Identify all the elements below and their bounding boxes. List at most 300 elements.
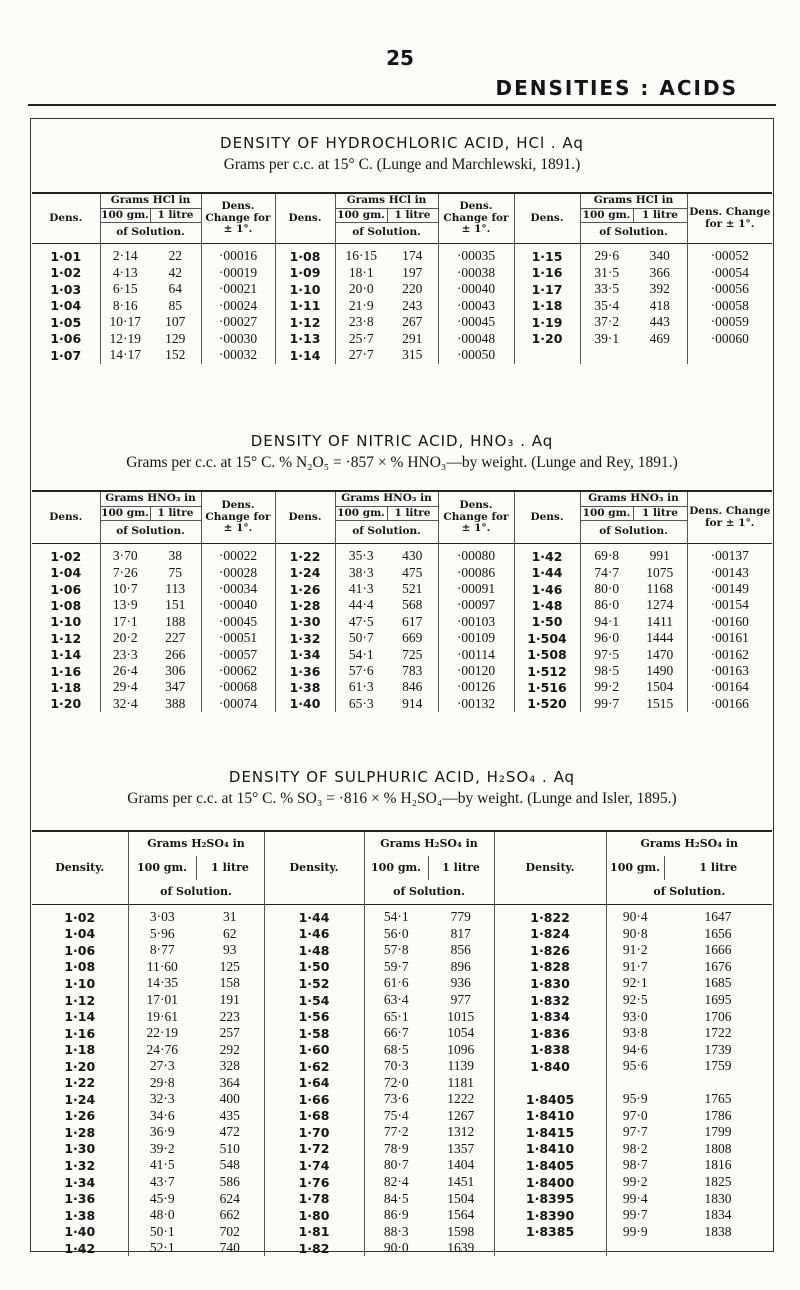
table-cell: 1·02 <box>32 905 128 926</box>
running-head: DENSITIES : ACIDS <box>495 76 738 100</box>
table-cell: 65·1 <box>383 1008 409 1024</box>
table-cell: 191 <box>196 992 264 1009</box>
table-cell: 1639 <box>428 1240 494 1257</box>
table-cell: 5·96 <box>149 925 175 941</box>
table-row <box>32 281 772 298</box>
table-cell: 475 <box>387 564 438 580</box>
table-cell: 38 <box>150 544 201 565</box>
table-cell: 95·9 <box>622 1091 648 1107</box>
table-cell: 1·08 <box>32 959 128 976</box>
table-cell: 1490 <box>633 663 687 679</box>
table-cell: 44·4 <box>348 597 374 613</box>
table-cell: 93·8 <box>622 1025 648 1041</box>
table-cell: 32·3 <box>149 1091 175 1107</box>
table-row <box>32 244 772 265</box>
hno3-section <box>32 432 772 472</box>
table-cell: 1·30 <box>32 1141 128 1158</box>
table-cell: ·00051 <box>201 630 275 646</box>
table-cell: ·00040 <box>438 281 514 298</box>
table-cell: 85 <box>150 298 201 315</box>
table-row <box>32 614 772 630</box>
col-solution: of Solution. <box>100 223 201 244</box>
table-cell: ·00054 <box>710 264 749 280</box>
table-cell: 725 <box>387 646 438 662</box>
col-dens: Dens. <box>514 193 580 244</box>
table-cell: 1·8410 <box>494 1141 606 1158</box>
table-cell: 35·3 <box>348 548 374 564</box>
table-row <box>32 992 772 1009</box>
col-dens: Dens. <box>514 491 580 544</box>
h2so4-body <box>32 905 772 1257</box>
table-cell: ·00032 <box>201 347 275 364</box>
col-grams: Grams HCl in <box>335 193 438 208</box>
table-cell: 1·830 <box>494 975 606 992</box>
table-cell: 1·13 <box>275 331 335 348</box>
table-row <box>32 679 772 695</box>
table-cell: 1·42 <box>514 544 580 565</box>
table-cell: 98·7 <box>622 1157 648 1173</box>
table-cell: 74·7 <box>594 564 620 580</box>
table-cell: 1·64 <box>264 1074 364 1091</box>
table-cell: 1·18 <box>32 1041 128 1058</box>
table-cell: 20·0 <box>348 281 374 297</box>
table-cell: 1·06 <box>32 942 128 959</box>
table-cell: 1181 <box>428 1074 494 1091</box>
table-cell: 1·38 <box>32 1207 128 1224</box>
table-cell: 99·7 <box>594 695 620 711</box>
table-cell: 1·62 <box>264 1058 364 1075</box>
col-change: Dens. Change for ± 1°. <box>689 206 771 230</box>
table-cell: 1·54 <box>264 992 364 1009</box>
table-cell: 1·826 <box>494 942 606 959</box>
table-cell: 75·4 <box>383 1107 409 1123</box>
table-cell: 26·4 <box>112 663 138 679</box>
table-cell: 306 <box>150 663 201 679</box>
table-row <box>32 544 772 565</box>
table-cell: ·00103 <box>438 614 514 630</box>
table-cell: 435 <box>196 1108 264 1125</box>
col-litre: 1 litre <box>428 856 494 880</box>
table-cell: 94·6 <box>622 1041 648 1057</box>
table-cell: 418 <box>633 298 687 315</box>
table-cell: 1·14 <box>275 347 335 364</box>
table-cell: 1·8405 <box>494 1157 606 1174</box>
table-cell: 1676 <box>704 958 732 974</box>
table-cell: 86·0 <box>594 597 620 613</box>
table-cell: 779 <box>428 905 494 926</box>
table-row <box>32 1223 772 1240</box>
table-cell: 1·828 <box>494 959 606 976</box>
table-cell: 1656 <box>704 925 732 941</box>
hno3-table <box>32 490 772 712</box>
col-100gm: 100 gm. <box>335 208 387 223</box>
table-cell: 10·7 <box>112 581 138 597</box>
table-cell: 24·76 <box>146 1041 178 1057</box>
table-cell <box>580 347 633 364</box>
table-cell: ·00062 <box>201 663 275 679</box>
table-cell: 443 <box>633 314 687 331</box>
table-cell: 1·04 <box>32 564 100 580</box>
table-cell: 18·1 <box>348 264 374 280</box>
table-cell: ·00149 <box>710 581 749 597</box>
table-cell: 1·10 <box>32 614 100 630</box>
table-cell: 29·6 <box>594 248 620 264</box>
table-cell: 17·01 <box>146 992 178 1007</box>
table-cell: 1·56 <box>264 1008 364 1025</box>
table-cell: 1564 <box>428 1207 494 1224</box>
table-cell: 1·10 <box>32 975 128 992</box>
table-cell: 64 <box>150 281 201 298</box>
table-cell: 977 <box>428 992 494 1009</box>
table-cell: 1·36 <box>275 663 335 679</box>
col-grams: Grams HCl in <box>100 193 201 208</box>
col-litre: 1 litre <box>196 856 264 880</box>
table-cell: 27·3 <box>149 1058 175 1074</box>
table-cell: 97·5 <box>594 646 620 662</box>
table-cell: 347 <box>150 679 201 695</box>
table-cell: 31·5 <box>594 264 620 280</box>
table-cell: 73·6 <box>383 1091 409 1107</box>
table-cell: 1·836 <box>494 1025 606 1042</box>
h2so4-header <box>32 831 772 905</box>
table-cell: 1·48 <box>264 942 364 959</box>
table-cell: ·00027 <box>201 314 275 331</box>
table-cell: 1830 <box>704 1190 732 1206</box>
table-cell: 68·5 <box>383 1041 409 1057</box>
table-cell: 57·8 <box>383 942 409 958</box>
table-cell: 35·4 <box>594 297 620 313</box>
table-cell: 1·32 <box>32 1157 128 1174</box>
table-cell: 1799 <box>704 1124 732 1140</box>
table-cell: 1·66 <box>264 1091 364 1108</box>
table-cell: 1·24 <box>32 1091 128 1108</box>
table-cell: 1444 <box>633 630 687 646</box>
table-cell: 1706 <box>704 1008 732 1024</box>
table-cell: 364 <box>196 1074 264 1091</box>
table-cell: 23·3 <box>112 646 138 662</box>
table-cell: 1015 <box>428 1008 494 1025</box>
table-cell: 1·46 <box>264 926 364 943</box>
table-cell: 1·44 <box>264 905 364 926</box>
col-change: Dens. Change for ± 1°. <box>689 505 771 529</box>
table-cell: 1685 <box>704 975 732 991</box>
table-cell: 1·8410 <box>494 1108 606 1125</box>
hcl-heading: DENSITY OF HYDROCHLORIC ACID, HCl . Aq <box>220 134 584 152</box>
table-cell: 22 <box>150 244 201 265</box>
table-cell: 1765 <box>704 1091 732 1107</box>
table-cell: 1267 <box>428 1108 494 1125</box>
table-row <box>32 1108 772 1125</box>
table-cell: 1·03 <box>32 281 100 298</box>
table-cell: 1·76 <box>264 1174 364 1191</box>
table-cell: 1357 <box>428 1141 494 1158</box>
hcl-section <box>32 134 772 174</box>
col-100gm: 100 gm. <box>100 506 150 521</box>
table-cell: 14·17 <box>109 347 141 363</box>
table-cell: 61·3 <box>348 679 374 695</box>
table-cell: 1·40 <box>32 1223 128 1240</box>
table-cell: 1·72 <box>264 1141 364 1158</box>
table-cell: ·00154 <box>710 597 749 613</box>
table-cell: 392 <box>633 281 687 298</box>
table-row <box>32 942 772 959</box>
table-cell: 1·8415 <box>494 1124 606 1141</box>
table-cell <box>606 1074 664 1091</box>
table-cell: 1·8405 <box>494 1091 606 1108</box>
table-cell: 1·14 <box>32 1008 128 1025</box>
table-cell: 92·1 <box>622 975 648 991</box>
col-100gm: 100 gm. <box>606 856 664 880</box>
table-cell: 1·11 <box>275 298 335 315</box>
table-cell: 95·6 <box>622 1058 648 1074</box>
table-cell: 1515 <box>633 696 687 712</box>
table-cell: ·00016 <box>201 244 275 265</box>
table-cell: 43·7 <box>149 1174 175 1190</box>
table-cell: ·00068 <box>201 679 275 695</box>
page-number: 25 <box>386 46 414 70</box>
table-cell: ·00024 <box>201 298 275 315</box>
table-cell: 740 <box>196 1240 264 1257</box>
table-cell: 1274 <box>633 597 687 613</box>
hno3-header <box>32 491 772 544</box>
table-cell: 1411 <box>633 614 687 630</box>
col-grams: Grams HNO₃ in <box>580 491 687 506</box>
table-cell: ·00109 <box>438 630 514 646</box>
col-grams: Grams HNO₃ in <box>100 491 201 506</box>
table-cell: 1·19 <box>514 314 580 331</box>
table-cell: 36·9 <box>149 1124 175 1140</box>
table-cell: 469 <box>633 331 687 348</box>
table-cell: 1·32 <box>275 630 335 646</box>
table-cell: 1·07 <box>32 347 100 364</box>
table-cell: 14·35 <box>146 975 178 991</box>
table-cell: 1·834 <box>494 1008 606 1025</box>
col-100gm: 100 gm. <box>364 856 428 880</box>
table-cell: ·00059 <box>710 314 749 330</box>
table-cell: 1·16 <box>514 265 580 282</box>
table-cell: 702 <box>196 1223 264 1240</box>
table-cell: 33·5 <box>594 281 620 297</box>
table-cell: 88·3 <box>383 1223 409 1239</box>
table-cell: 1·34 <box>275 646 335 662</box>
table-cell <box>514 347 580 364</box>
table-cell <box>606 1240 664 1257</box>
table-cell: 292 <box>196 1041 264 1058</box>
table-cell: 1·12 <box>32 630 100 646</box>
table-cell: ·00019 <box>201 265 275 282</box>
table-cell: 12·19 <box>109 330 141 346</box>
table-row <box>32 1240 772 1257</box>
table-cell: 158 <box>196 975 264 992</box>
table-cell: 624 <box>196 1190 264 1207</box>
table-cell: 1·10 <box>275 281 335 298</box>
table-cell: 80·0 <box>594 581 620 597</box>
table-cell: 1838 <box>704 1223 732 1239</box>
table-row <box>32 1190 772 1207</box>
table-cell: 11·60 <box>146 958 178 974</box>
table-cell: 243 <box>387 298 438 315</box>
col-solution: of Solution. <box>580 521 687 544</box>
table-cell: 34·6 <box>149 1107 175 1123</box>
table-row <box>32 331 772 348</box>
table-cell: ·00028 <box>201 564 275 580</box>
col-grams: Grams H₂SO₄ in <box>128 831 264 856</box>
table-cell: 1·30 <box>275 614 335 630</box>
table-cell: 1786 <box>704 1107 732 1123</box>
table-cell: 1·516 <box>514 679 580 695</box>
col-100gm: 100 gm. <box>128 856 196 880</box>
table-cell: ·00038 <box>438 265 514 282</box>
table-cell: 2·14 <box>112 248 138 264</box>
table-cell: 1·20 <box>32 1058 128 1075</box>
table-cell: 1·44 <box>514 564 580 580</box>
table-cell: 29·8 <box>149 1074 175 1090</box>
table-row <box>32 926 772 943</box>
table-cell: 430 <box>387 544 438 565</box>
table-cell: 125 <box>196 959 264 976</box>
table-row <box>32 646 772 662</box>
table-cell: 1·520 <box>514 696 580 712</box>
col-litre: 1 litre <box>633 506 687 521</box>
table-cell: 84·5 <box>383 1190 409 1206</box>
col-solution: of Solution. <box>335 521 438 544</box>
table-cell: 1·82 <box>264 1240 364 1257</box>
table-cell: 1451 <box>428 1174 494 1191</box>
table-cell: 41·5 <box>149 1157 175 1173</box>
col-density: Density. <box>264 831 364 905</box>
table-cell: 23·8 <box>348 314 374 330</box>
header-rule <box>28 104 776 106</box>
table-row <box>32 1174 772 1191</box>
table-cell: ·00163 <box>710 663 749 679</box>
table-cell: 1·8385 <box>494 1223 606 1240</box>
hcl-table-wrap <box>32 192 772 364</box>
table-row <box>32 597 772 613</box>
table-cell: 97·0 <box>622 1107 648 1123</box>
col-solution: of Solution. <box>580 223 687 244</box>
table-cell: 936 <box>428 975 494 992</box>
table-cell: 152 <box>150 347 201 364</box>
table-cell: 37·2 <box>594 314 620 330</box>
table-cell: 4·13 <box>112 264 138 280</box>
table-cell: ·00162 <box>710 646 749 662</box>
table-cell: 472 <box>196 1124 264 1141</box>
table-row <box>32 1124 772 1141</box>
table-cell: 8·16 <box>112 297 138 313</box>
table-cell: 783 <box>387 663 438 679</box>
table-cell: 366 <box>633 265 687 282</box>
table-cell: 1647 <box>704 909 732 925</box>
table-cell <box>494 1074 606 1091</box>
table-cell: 52·1 <box>149 1240 175 1256</box>
table-cell: 1·58 <box>264 1025 364 1042</box>
table-cell: 1·8395 <box>494 1190 606 1207</box>
table-cell: 1·28 <box>275 597 335 613</box>
table-cell: 1·06 <box>32 331 100 348</box>
table-row <box>32 265 772 282</box>
table-cell: 991 <box>633 544 687 565</box>
table-row <box>32 1207 772 1224</box>
table-cell: 94·1 <box>594 613 620 629</box>
table-cell: 1·26 <box>275 581 335 597</box>
table-cell: 1695 <box>704 992 732 1007</box>
col-grams: Grams H₂SO₄ in <box>640 836 739 850</box>
table-cell: 13·9 <box>112 597 138 613</box>
hno3-heading: DENSITY OF NITRIC ACID, HNO₃ . Aq <box>250 432 554 450</box>
table-cell: ·00160 <box>710 613 749 629</box>
table-cell: 69·8 <box>594 548 620 564</box>
table-cell: 1·50 <box>264 959 364 976</box>
table-cell: 1·60 <box>264 1041 364 1058</box>
table-cell: 72·0 <box>383 1074 409 1090</box>
table-cell: 197 <box>387 265 438 282</box>
table-cell: 1·48 <box>514 597 580 613</box>
table-cell: 1168 <box>633 581 687 597</box>
table-cell: ·00097 <box>438 597 514 613</box>
table-cell: 1·16 <box>32 663 100 679</box>
table-row <box>32 1141 772 1158</box>
table-cell: 98·5 <box>594 663 620 679</box>
table-cell: 291 <box>387 331 438 348</box>
table-cell: 1·838 <box>494 1041 606 1058</box>
col-solution: of Solution. <box>100 521 201 544</box>
table-cell: 90·0 <box>383 1240 409 1256</box>
table-cell: ·00045 <box>201 614 275 630</box>
table-cell: 1·22 <box>275 544 335 565</box>
table-cell: ·00080 <box>438 544 514 565</box>
table-cell: 1·36 <box>32 1190 128 1207</box>
table-cell: 1·05 <box>32 314 100 331</box>
table-row <box>32 1074 772 1091</box>
table-cell: 1·08 <box>275 244 335 265</box>
col-100gm: 100 gm. <box>580 208 633 223</box>
col-grams: Grams H₂SO₄ in <box>364 831 494 856</box>
table-cell: 1470 <box>633 646 687 662</box>
table-cell: ·00056 <box>710 281 749 297</box>
table-cell: 662 <box>196 1207 264 1224</box>
table-cell: 1722 <box>704 1025 732 1041</box>
table-cell: 93 <box>196 942 264 959</box>
table-cell: 1·28 <box>32 1124 128 1141</box>
table-cell: 59·7 <box>383 958 409 974</box>
table-cell: 1808 <box>704 1140 732 1156</box>
table-cell: 315 <box>387 347 438 364</box>
col-100gm: 100 gm. <box>100 208 150 223</box>
table-cell: 1·02 <box>32 265 100 282</box>
table-cell: 1·832 <box>494 992 606 1009</box>
table-cell: 340 <box>633 244 687 265</box>
table-cell: ·00074 <box>201 696 275 712</box>
table-cell: 1825 <box>704 1174 732 1190</box>
table-cell: 96·0 <box>594 630 620 646</box>
table-cell: 669 <box>387 630 438 646</box>
table-row <box>32 564 772 580</box>
table-cell: 62 <box>196 926 264 943</box>
hno3-body <box>32 544 772 712</box>
col-litre: 1 litre <box>387 506 438 521</box>
table-cell: 400 <box>196 1091 264 1108</box>
table-cell: 1·22 <box>32 1074 128 1091</box>
table-cell: 90·8 <box>622 925 648 941</box>
col-change: Dens. Change for ± 1°. <box>201 193 275 244</box>
table-cell: 846 <box>387 679 438 695</box>
table-cell: 1816 <box>704 1157 732 1173</box>
table-cell: 78·9 <box>383 1140 409 1156</box>
table-cell: 21·9 <box>348 297 374 313</box>
col-grams: Grams HCl in <box>580 193 687 208</box>
table-cell: 66·7 <box>383 1025 409 1041</box>
table-cell: ·00057 <box>201 646 275 662</box>
